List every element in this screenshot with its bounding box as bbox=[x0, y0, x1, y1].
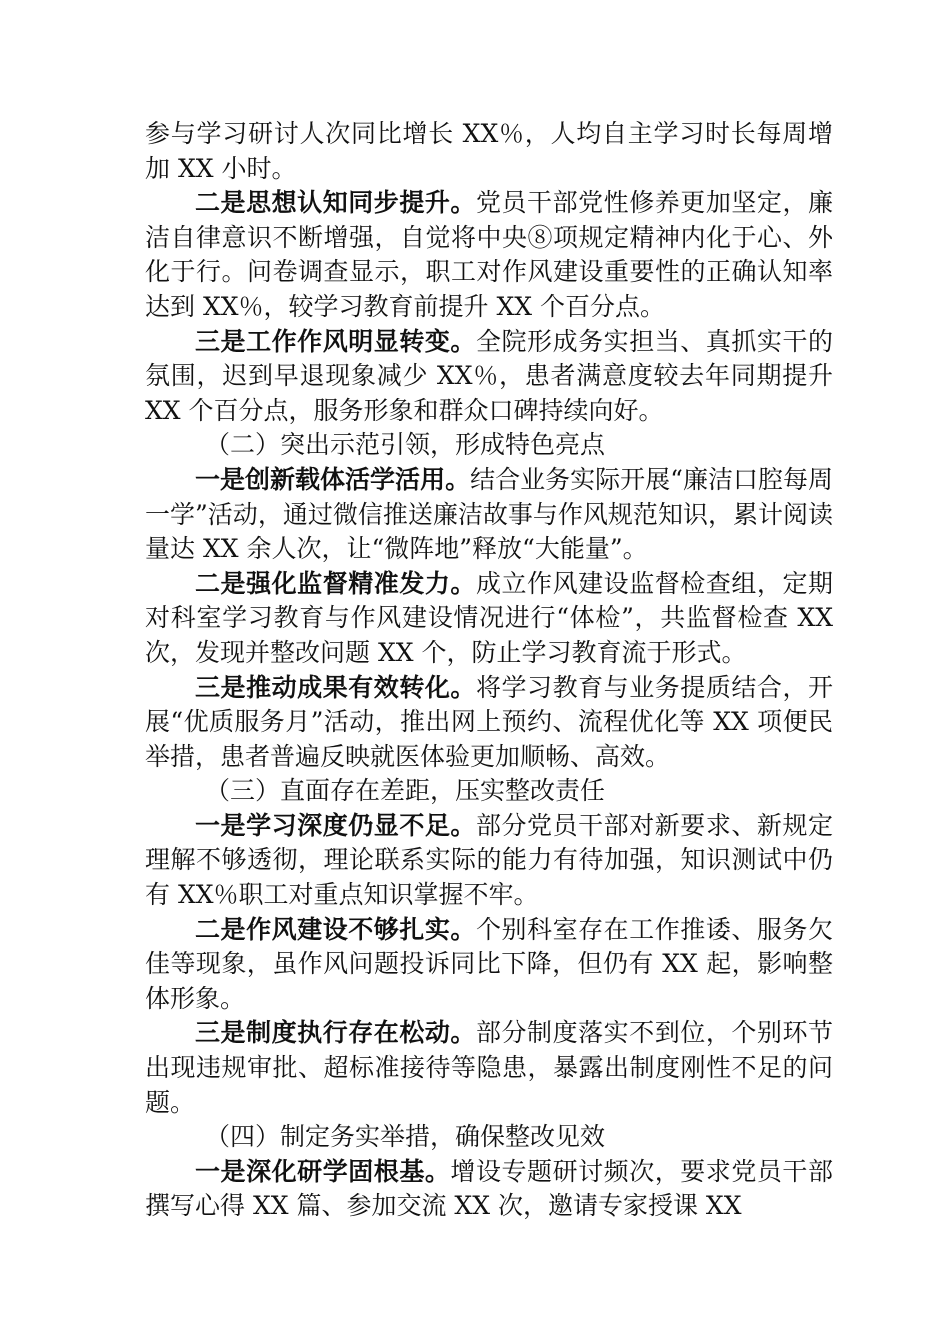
paragraph-text: 个别科室存在工作推诿、服务欠佳等现象，虽作风问题投诉同比下降，但仍有 XX 起，影响整体形象。 bbox=[145, 914, 833, 1013]
paragraph bbox=[145, 1155, 833, 1224]
paragraph-text: 部分党员干部对新要求、新规定理解不够透彻，理论联系实际的能力有待加强，知识测试中仍有 XX％职工对重点知识掌握不牢。 bbox=[145, 810, 833, 910]
paragraph bbox=[145, 913, 833, 1017]
paragraph-text: 部分制度落实不到位，个别环节出现违规审批、超标准接待等隐患，暴露出制度刚性不足的问题。 bbox=[145, 1018, 833, 1117]
paragraph-lead: 一是深化研学固根基。 bbox=[195, 1156, 451, 1186]
paragraph bbox=[145, 671, 833, 775]
section-heading-text: （三）直面存在差距，压实整改责任 bbox=[205, 776, 606, 806]
paragraph-lead: 三是工作作风明显转变。 bbox=[195, 326, 476, 356]
paragraph bbox=[145, 325, 833, 429]
section-heading bbox=[145, 774, 833, 809]
paragraph bbox=[145, 117, 833, 186]
paragraph bbox=[145, 186, 833, 324]
paragraph-text: 成立作风建设监督检查组，定期对科室学习教育与作风建设情况进行“体检”，共监督检查 XX 次，发现并整改问题 XX 个，防止学习教育流于形式。 bbox=[145, 568, 833, 667]
paragraph-text: 将学习教育与业务提质结合，开展“优质服务月”活动，推出网上预约、流程优化等 XX 项便民举措，患者普遍反映就医体验更加顺畅、高效。 bbox=[145, 672, 833, 771]
section-heading bbox=[145, 428, 833, 463]
section-heading-text: （二）突出示范引领，形成特色亮点 bbox=[205, 430, 606, 460]
paragraph bbox=[145, 463, 833, 567]
paragraph bbox=[145, 567, 833, 671]
paragraph-lead: 三是推动成果有效转化。 bbox=[195, 672, 476, 702]
paragraph-text: 全院形成务实担当、真抓实干的氛围，迟到早退现象减少 XX％，患者满意度较去年同期提升 XX 个百分点，服务形象和群众口碑持续向好。 bbox=[145, 326, 833, 425]
paragraph-lead: 一是创新载体活学活用。 bbox=[195, 464, 471, 494]
paragraph-lead: 二是思想认知同步提升。 bbox=[195, 188, 476, 218]
paragraph bbox=[145, 809, 833, 913]
paragraph-text: 增设专题研讨频次，要求党员干部撰写心得 XX 篇、参加交流 XX 次，邀请专家授课 XX bbox=[145, 1156, 833, 1221]
paragraph-text: 参与学习研讨人次同比增长 XX％，人均自主学习时长每周增加 XX 小时。 bbox=[145, 119, 833, 183]
paragraph-lead: 一是学习深度仍显不足。 bbox=[195, 810, 476, 840]
section-heading bbox=[145, 1120, 833, 1155]
paragraph-lead: 三是制度执行存在松动。 bbox=[195, 1018, 476, 1048]
paragraph-text: 结合业务实际开展“廉洁口腔每周一学”活动，通过微信推送廉洁故事与作风规范知识，累计阅读量达 XX 余人次，让“微阵地”释放“大能量”。 bbox=[145, 464, 833, 564]
document-body bbox=[145, 117, 833, 1224]
paragraph-text: 党员干部党性修养更加坚定，廉洁自律意识不断增强，自觉将中央⑧项规定精神内化于心、外化于行。问卷调查显示，职工对作风建设重要性的正确认知率达到 XX％，较学习教育前提升 XX 个百分点。 bbox=[145, 188, 833, 321]
paragraph bbox=[145, 1016, 833, 1120]
paragraph-lead: 二是强化监督精准发力。 bbox=[195, 568, 476, 598]
section-heading-text: （四）制定务实举措，确保整改见效 bbox=[205, 1122, 606, 1152]
paragraph-lead: 二是作风建设不够扎实。 bbox=[195, 914, 476, 944]
